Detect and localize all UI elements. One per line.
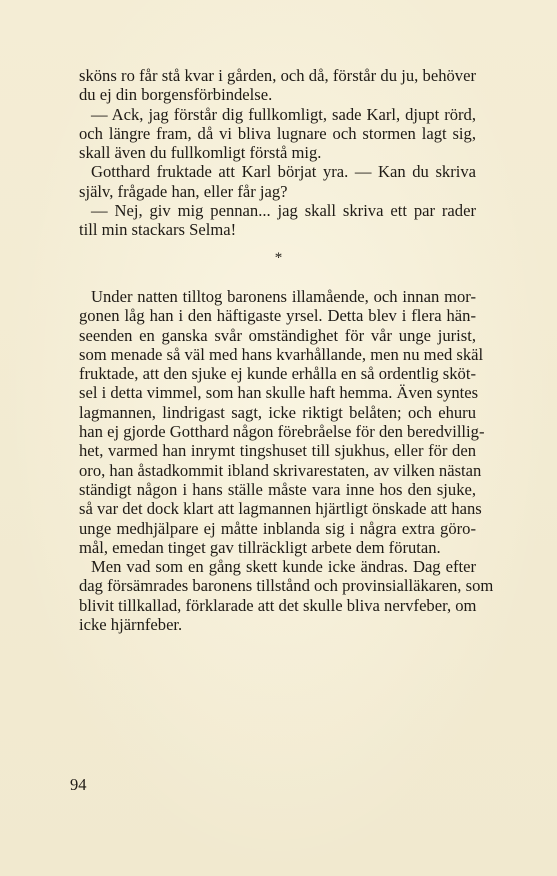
text-block-bottom bbox=[79, 287, 494, 635]
text-line: ständigt någon i hans ställe måste vara inne hos den sjuke, bbox=[79, 479, 476, 499]
text-line: seenden en ganska svår omständighet för vår unge jurist, bbox=[79, 325, 476, 345]
text-block-top bbox=[79, 66, 476, 240]
text-line: Gotthard fruktade att Karl börjat yra. — Kan du skriva bbox=[91, 162, 476, 182]
text-line: som menade så väl med hans kvarhållande, men nu med skäl bbox=[79, 344, 484, 364]
text-line: han ej gjorde Gotthard någon förebråelse för den beredvillig- bbox=[79, 422, 485, 442]
text-line: Under natten tilltog baronens illamående, och innan mor- bbox=[91, 287, 476, 306]
text-line: unge medhjälpare ej måtte inblanda sig i några extra göro- bbox=[79, 518, 476, 538]
section-separator: * bbox=[274, 250, 283, 266]
text-line: Men vad som en gång skett kunde icke ändras. Dag efter bbox=[91, 557, 476, 577]
text-line: lagmannen, lindrigast sagt, icke riktigt belåten; och ehuru bbox=[79, 402, 476, 422]
text-line: — Nej, giv mig pennan... jag skall skriva ett par rader bbox=[91, 201, 476, 221]
text-line: skall även du fullkomligt förstå mig. bbox=[79, 143, 322, 163]
page-number: 94 bbox=[70, 775, 87, 794]
text-line: du ej din borgensförbindelse. bbox=[79, 85, 273, 105]
text-line: gonen låg han i den häftigaste yrsel. Detta blev i flera hän- bbox=[79, 306, 476, 326]
text-line: — Ack, jag förstår dig fullkomligt, sade Karl, djupt rörd, bbox=[91, 104, 476, 124]
text-line: och längre fram, då vi bliva lugnare och stormen lagt sig, bbox=[79, 123, 476, 143]
text-line: dag försämrades baronens tillstånd och provinsialläkaren, som bbox=[79, 576, 494, 596]
text-line: oro, han åstadkommit ibland skrivarestaten, av vilken nästan bbox=[79, 460, 482, 480]
text-line: fruktade, att den sjuke ej kunde erhålla en så ordentlig sköt- bbox=[79, 364, 476, 384]
text-line: så var det dock klart att lagmannen hjärtligt önskade att hans bbox=[79, 499, 482, 519]
text-line: till min stackars Selma! bbox=[79, 220, 237, 240]
text-line: mål, emedan tinget gav tillräckligt arbete dem förutan. bbox=[79, 537, 441, 557]
text-line: själv, frågade han, eller får jag? bbox=[79, 181, 288, 201]
text-line: blivit tillkallad, förklarade att det skulle bliva nervfeber, om bbox=[79, 595, 477, 615]
text-line: sel i detta vimmel, som han skulle haft hemma. Även syntes bbox=[79, 383, 479, 403]
text-line: icke hjärnfeber. bbox=[79, 615, 183, 635]
text-line: het, varmed han inrymt tingshuset till sjukhus, eller för den bbox=[79, 441, 476, 461]
text-line: sköns ro får stå kvar i gården, och då, förstår du ju, behöver bbox=[79, 66, 476, 85]
